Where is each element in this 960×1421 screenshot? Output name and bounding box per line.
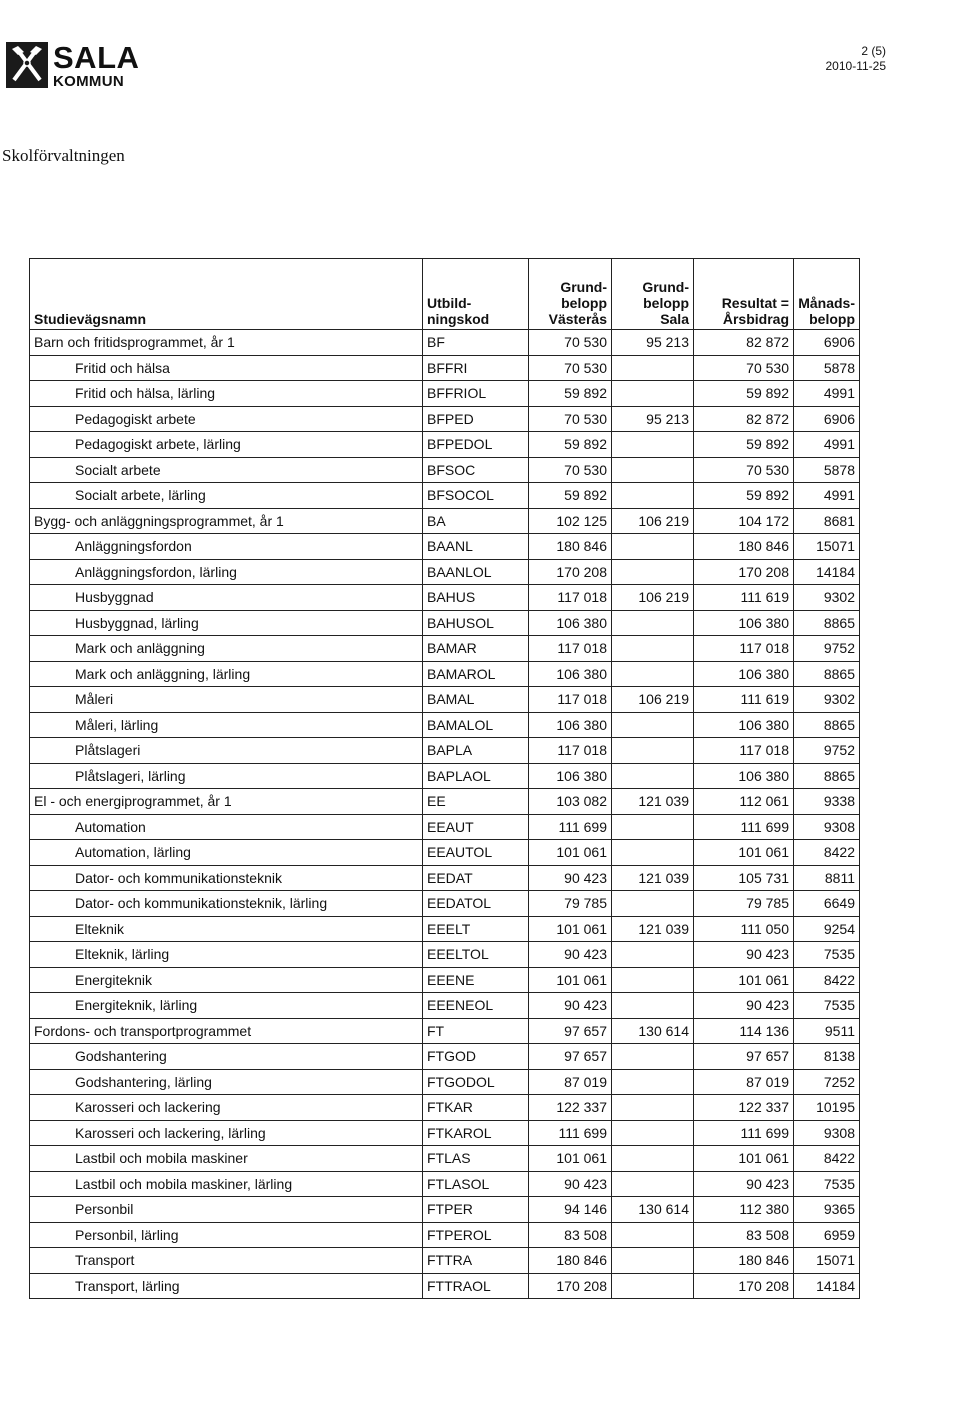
program-name-cell: Elteknik, lärling — [30, 942, 423, 968]
table-row — [30, 1273, 860, 1299]
annual-amount-cell: 180 846 — [694, 1248, 794, 1274]
column-header-monthly: Månads- belopp — [794, 259, 860, 330]
monthly-amount-cell: 7252 — [794, 1069, 860, 1095]
sala-amount-cell — [612, 661, 694, 687]
table-row — [30, 1197, 860, 1223]
monthly-amount-cell: 9308 — [794, 814, 860, 840]
monthly-amount-cell: 8422 — [794, 840, 860, 866]
vasteras-amount-cell: 180 846 — [529, 1248, 612, 1274]
sala-amount-cell — [612, 967, 694, 993]
annual-amount-cell: 122 337 — [694, 1095, 794, 1121]
program-name-cell: Dator- och kommunikationsteknik, lärling — [30, 891, 423, 917]
program-name-cell: El - och energiprogrammet, år 1 — [30, 789, 423, 815]
program-code-cell: EEENE — [423, 967, 529, 993]
annual-amount-cell: 112 380 — [694, 1197, 794, 1223]
annual-amount-cell: 101 061 — [694, 967, 794, 993]
program-name-cell: Plåtslageri — [30, 738, 423, 764]
vasteras-amount-cell: 79 785 — [529, 891, 612, 917]
annual-amount-cell: 97 657 — [694, 1044, 794, 1070]
program-name-cell: Godshantering, lärling — [30, 1069, 423, 1095]
annual-amount-cell: 112 061 — [694, 789, 794, 815]
monthly-amount-cell: 6906 — [794, 330, 860, 356]
program-code-cell: BAMALOL — [423, 712, 529, 738]
annual-amount-cell: 59 892 — [694, 432, 794, 458]
sala-amount-cell — [612, 1146, 694, 1172]
program-row — [30, 789, 860, 815]
annual-amount-cell: 90 423 — [694, 993, 794, 1019]
program-name-cell: Fritid och hälsa — [30, 355, 423, 381]
sala-amount-cell: 95 213 — [612, 406, 694, 432]
program-name-cell: Fordons- och transportprogrammet — [30, 1018, 423, 1044]
table-row — [30, 1120, 860, 1146]
program-name-cell: Anläggningsfordon, lärling — [30, 559, 423, 585]
program-code-cell: BA — [423, 508, 529, 534]
program-name-cell: Automation — [30, 814, 423, 840]
sala-amount-cell — [612, 636, 694, 662]
vasteras-amount-cell: 59 892 — [529, 483, 612, 509]
monthly-amount-cell: 15071 — [794, 534, 860, 560]
monthly-amount-cell: 4991 — [794, 381, 860, 407]
annual-amount-cell: 90 423 — [694, 942, 794, 968]
program-name-cell: Socialt arbete — [30, 457, 423, 483]
table-row — [30, 687, 860, 713]
sala-amount-cell: 106 219 — [612, 508, 694, 534]
table-row — [30, 483, 860, 509]
monthly-amount-cell: 14184 — [794, 559, 860, 585]
program-code-cell: FTPER — [423, 1197, 529, 1223]
sala-amount-cell: 121 039 — [612, 916, 694, 942]
program-code-cell: FTTRAOL — [423, 1273, 529, 1299]
program-name-cell: Bygg- och anläggningsprogrammet, år 1 — [30, 508, 423, 534]
column-header-sala: Grund- belopp Sala — [612, 259, 694, 330]
vasteras-amount-cell: 90 423 — [529, 993, 612, 1019]
sala-amount-cell: 130 614 — [612, 1197, 694, 1223]
sala-amount-cell — [612, 1222, 694, 1248]
sala-amount-cell: 95 213 — [612, 330, 694, 356]
vasteras-amount-cell: 70 530 — [529, 355, 612, 381]
vasteras-amount-cell: 106 380 — [529, 661, 612, 687]
annual-amount-cell: 90 423 — [694, 1171, 794, 1197]
table-row — [30, 967, 860, 993]
sala-amount-cell — [612, 355, 694, 381]
vasteras-amount-cell: 87 019 — [529, 1069, 612, 1095]
program-code-cell: EEDATOL — [423, 891, 529, 917]
program-code-cell: BAHUSOL — [423, 610, 529, 636]
table-row — [30, 661, 860, 687]
sala-amount-cell: 121 039 — [612, 789, 694, 815]
vasteras-amount-cell: 111 699 — [529, 814, 612, 840]
program-code-cell: FTLAS — [423, 1146, 529, 1172]
sala-amount-cell — [612, 712, 694, 738]
program-code-cell: BFSOCOL — [423, 483, 529, 509]
annual-amount-cell: 70 530 — [694, 355, 794, 381]
page-info — [826, 44, 887, 74]
sala-amount-cell — [612, 814, 694, 840]
crossed-hammers-icon — [6, 42, 48, 88]
sala-amount-cell — [612, 483, 694, 509]
program-code-cell: BAMAR — [423, 636, 529, 662]
table-row — [30, 1069, 860, 1095]
sala-amount-cell — [612, 1095, 694, 1121]
vasteras-amount-cell: 106 380 — [529, 610, 612, 636]
monthly-amount-cell: 6906 — [794, 406, 860, 432]
annual-amount-cell: 117 018 — [694, 738, 794, 764]
vasteras-amount-cell: 70 530 — [529, 406, 612, 432]
sala-amount-cell — [612, 457, 694, 483]
sala-amount-cell — [612, 610, 694, 636]
vasteras-amount-cell: 117 018 — [529, 636, 612, 662]
vasteras-amount-cell: 103 082 — [529, 789, 612, 815]
sala-amount-cell — [612, 534, 694, 560]
annual-amount-cell: 79 785 — [694, 891, 794, 917]
monthly-amount-cell: 7535 — [794, 942, 860, 968]
vasteras-amount-cell: 97 657 — [529, 1018, 612, 1044]
table-row — [30, 993, 860, 1019]
monthly-amount-cell: 8138 — [794, 1044, 860, 1070]
program-code-cell: FTGOD — [423, 1044, 529, 1070]
funding-table — [29, 258, 860, 1299]
sala-amount-cell — [612, 1273, 694, 1299]
program-code-cell: FT — [423, 1018, 529, 1044]
department-name: Skolförvaltningen — [2, 146, 125, 165]
program-code-cell: EEENEOL — [423, 993, 529, 1019]
monthly-amount-cell: 6959 — [794, 1222, 860, 1248]
program-code-cell: FTKAR — [423, 1095, 529, 1121]
sala-amount-cell — [612, 738, 694, 764]
program-code-cell: BAMAROL — [423, 661, 529, 687]
annual-amount-cell: 111 050 — [694, 916, 794, 942]
vasteras-amount-cell: 111 699 — [529, 1120, 612, 1146]
monthly-amount-cell: 8681 — [794, 508, 860, 534]
program-code-cell: BFFRIOL — [423, 381, 529, 407]
monthly-amount-cell: 5878 — [794, 457, 860, 483]
monthly-amount-cell: 8865 — [794, 661, 860, 687]
program-name-cell: Fritid och hälsa, lärling — [30, 381, 423, 407]
program-name-cell: Energiteknik, lärling — [30, 993, 423, 1019]
column-header-result: Resultat = Årsbidrag — [694, 259, 794, 330]
program-code-cell: BAANLOL — [423, 559, 529, 585]
vasteras-amount-cell: 170 208 — [529, 559, 612, 585]
annual-amount-cell: 170 208 — [694, 1273, 794, 1299]
program-name-cell: Energiteknik — [30, 967, 423, 993]
vasteras-amount-cell: 106 380 — [529, 763, 612, 789]
program-name-cell: Lastbil och mobila maskiner — [30, 1146, 423, 1172]
program-code-cell: BAPLA — [423, 738, 529, 764]
program-code-cell: BAMAL — [423, 687, 529, 713]
program-name-cell: Godshantering — [30, 1044, 423, 1070]
program-name-cell: Pedagogiskt arbete — [30, 406, 423, 432]
annual-amount-cell: 105 731 — [694, 865, 794, 891]
monthly-amount-cell: 8865 — [794, 763, 860, 789]
monthly-amount-cell: 9365 — [794, 1197, 860, 1223]
annual-amount-cell: 70 530 — [694, 457, 794, 483]
vasteras-amount-cell: 180 846 — [529, 534, 612, 560]
annual-amount-cell: 106 380 — [694, 712, 794, 738]
program-name-cell: Personbil — [30, 1197, 423, 1223]
table-row — [30, 814, 860, 840]
vasteras-amount-cell: 90 423 — [529, 942, 612, 968]
table-row — [30, 891, 860, 917]
program-name-cell: Barn och fritidsprogrammet, år 1 — [30, 330, 423, 356]
sala-kommun-logo — [6, 42, 139, 89]
monthly-amount-cell: 7535 — [794, 1171, 860, 1197]
table-row — [30, 636, 860, 662]
annual-amount-cell: 83 508 — [694, 1222, 794, 1248]
program-code-cell: BFPED — [423, 406, 529, 432]
page-number: 2 (5) — [861, 44, 886, 58]
sala-amount-cell: 106 219 — [612, 585, 694, 611]
monthly-amount-cell: 9511 — [794, 1018, 860, 1044]
monthly-amount-cell: 8422 — [794, 967, 860, 993]
program-name-cell: Karosseri och lackering, lärling — [30, 1120, 423, 1146]
table-row — [30, 1222, 860, 1248]
program-name-cell: Måleri, lärling — [30, 712, 423, 738]
vasteras-amount-cell: 117 018 — [529, 585, 612, 611]
monthly-amount-cell: 8865 — [794, 712, 860, 738]
monthly-amount-cell: 9752 — [794, 738, 860, 764]
program-code-cell: FTLASOL — [423, 1171, 529, 1197]
monthly-amount-cell: 9338 — [794, 789, 860, 815]
program-code-cell: EEDAT — [423, 865, 529, 891]
program-code-cell: FTKAROL — [423, 1120, 529, 1146]
table-row — [30, 432, 860, 458]
annual-amount-cell: 111 619 — [694, 585, 794, 611]
program-name-cell: Socialt arbete, lärling — [30, 483, 423, 509]
annual-amount-cell: 180 846 — [694, 534, 794, 560]
sala-amount-cell — [612, 1248, 694, 1274]
monthly-amount-cell: 8811 — [794, 865, 860, 891]
program-name-cell: Husbyggnad, lärling — [30, 610, 423, 636]
table-row — [30, 534, 860, 560]
sala-amount-cell — [612, 432, 694, 458]
annual-amount-cell: 82 872 — [694, 330, 794, 356]
program-code-cell: FTPEROL — [423, 1222, 529, 1248]
table-row — [30, 763, 860, 789]
vasteras-amount-cell: 101 061 — [529, 840, 612, 866]
sala-amount-cell — [612, 1069, 694, 1095]
table-row — [30, 1248, 860, 1274]
program-name-cell: Anläggningsfordon — [30, 534, 423, 560]
vasteras-amount-cell: 94 146 — [529, 1197, 612, 1223]
program-code-cell: BAANL — [423, 534, 529, 560]
annual-amount-cell: 59 892 — [694, 381, 794, 407]
annual-amount-cell: 117 018 — [694, 636, 794, 662]
vasteras-amount-cell: 170 208 — [529, 1273, 612, 1299]
table-row — [30, 1095, 860, 1121]
vasteras-amount-cell: 59 892 — [529, 432, 612, 458]
column-header-vasteras: Grund- belopp Västerås — [529, 259, 612, 330]
annual-amount-cell: 106 380 — [694, 763, 794, 789]
program-code-cell: EEELTOL — [423, 942, 529, 968]
table-row — [30, 1044, 860, 1070]
vasteras-amount-cell: 102 125 — [529, 508, 612, 534]
program-name-cell: Mark och anläggning, lärling — [30, 661, 423, 687]
program-row — [30, 1018, 860, 1044]
program-code-cell: BFFRI — [423, 355, 529, 381]
sala-amount-cell — [612, 763, 694, 789]
sala-amount-cell — [612, 381, 694, 407]
program-name-cell: Elteknik — [30, 916, 423, 942]
vasteras-amount-cell: 101 061 — [529, 967, 612, 993]
program-name-cell: Personbil, lärling — [30, 1222, 423, 1248]
table-header-row — [30, 259, 860, 330]
program-code-cell: EEAUT — [423, 814, 529, 840]
sala-amount-cell — [612, 1044, 694, 1070]
monthly-amount-cell: 14184 — [794, 1273, 860, 1299]
program-name-cell: Transport — [30, 1248, 423, 1274]
program-code-cell: BAPLAOL — [423, 763, 529, 789]
table-row — [30, 585, 860, 611]
annual-amount-cell: 114 136 — [694, 1018, 794, 1044]
column-header-name: Studievägsnamn — [30, 259, 423, 330]
program-name-cell: Transport, lärling — [30, 1273, 423, 1299]
monthly-amount-cell: 8422 — [794, 1146, 860, 1172]
logo-subtitle: KOMMUN — [53, 73, 124, 90]
table-row — [30, 457, 860, 483]
monthly-amount-cell: 4991 — [794, 483, 860, 509]
annual-amount-cell: 170 208 — [694, 559, 794, 585]
table-row — [30, 381, 860, 407]
vasteras-amount-cell: 70 530 — [529, 330, 612, 356]
annual-amount-cell: 111 699 — [694, 1120, 794, 1146]
table-row — [30, 1146, 860, 1172]
monthly-amount-cell: 4991 — [794, 432, 860, 458]
monthly-amount-cell: 9254 — [794, 916, 860, 942]
program-code-cell: FTTRA — [423, 1248, 529, 1274]
vasteras-amount-cell: 70 530 — [529, 457, 612, 483]
monthly-amount-cell: 9302 — [794, 687, 860, 713]
table-row — [30, 738, 860, 764]
sala-amount-cell — [612, 1171, 694, 1197]
program-row — [30, 330, 860, 356]
program-code-cell: BFPEDOL — [423, 432, 529, 458]
vasteras-amount-cell: 90 423 — [529, 865, 612, 891]
vasteras-amount-cell: 97 657 — [529, 1044, 612, 1070]
vasteras-amount-cell: 117 018 — [529, 687, 612, 713]
table-row — [30, 865, 860, 891]
sala-amount-cell — [612, 559, 694, 585]
annual-amount-cell: 101 061 — [694, 1146, 794, 1172]
vasteras-amount-cell: 83 508 — [529, 1222, 612, 1248]
monthly-amount-cell: 7535 — [794, 993, 860, 1019]
program-code-cell: BFSOC — [423, 457, 529, 483]
program-code-cell: EEAUTOL — [423, 840, 529, 866]
program-code-cell: FTGODOL — [423, 1069, 529, 1095]
program-name-cell: Husbyggnad — [30, 585, 423, 611]
annual-amount-cell: 111 699 — [694, 814, 794, 840]
monthly-amount-cell: 5878 — [794, 355, 860, 381]
program-name-cell: Karosseri och lackering — [30, 1095, 423, 1121]
monthly-amount-cell: 9752 — [794, 636, 860, 662]
vasteras-amount-cell: 101 061 — [529, 1146, 612, 1172]
program-name-cell: Mark och anläggning — [30, 636, 423, 662]
table-row — [30, 559, 860, 585]
annual-amount-cell: 111 619 — [694, 687, 794, 713]
annual-amount-cell: 87 019 — [694, 1069, 794, 1095]
program-code-cell: BF — [423, 330, 529, 356]
program-name-cell: Dator- och kommunikationsteknik — [30, 865, 423, 891]
table-row — [30, 1171, 860, 1197]
vasteras-amount-cell: 122 337 — [529, 1095, 612, 1121]
table-row — [30, 840, 860, 866]
sala-amount-cell: 106 219 — [612, 687, 694, 713]
sala-amount-cell — [612, 1120, 694, 1146]
table-row — [30, 355, 860, 381]
program-code-cell: EEELT — [423, 916, 529, 942]
column-header-code: Utbild- ningskod — [423, 259, 529, 330]
program-name-cell: Plåtslageri, lärling — [30, 763, 423, 789]
table-row — [30, 406, 860, 432]
vasteras-amount-cell: 117 018 — [529, 738, 612, 764]
program-name-cell: Lastbil och mobila maskiner, lärling — [30, 1171, 423, 1197]
program-name-cell: Pedagogiskt arbete, lärling — [30, 432, 423, 458]
annual-amount-cell: 82 872 — [694, 406, 794, 432]
sala-amount-cell — [612, 993, 694, 1019]
table-row — [30, 942, 860, 968]
monthly-amount-cell: 6649 — [794, 891, 860, 917]
table-row — [30, 610, 860, 636]
annual-amount-cell: 106 380 — [694, 610, 794, 636]
sala-amount-cell: 130 614 — [612, 1018, 694, 1044]
monthly-amount-cell: 8865 — [794, 610, 860, 636]
program-name-cell: Måleri — [30, 687, 423, 713]
annual-amount-cell: 101 061 — [694, 840, 794, 866]
annual-amount-cell: 59 892 — [694, 483, 794, 509]
annual-amount-cell: 106 380 — [694, 661, 794, 687]
monthly-amount-cell: 9308 — [794, 1120, 860, 1146]
program-row — [30, 508, 860, 534]
vasteras-amount-cell: 106 380 — [529, 712, 612, 738]
sala-amount-cell: 121 039 — [612, 865, 694, 891]
monthly-amount-cell: 9302 — [794, 585, 860, 611]
monthly-amount-cell: 10195 — [794, 1095, 860, 1121]
document-date: 2010-11-25 — [825, 59, 886, 73]
sala-amount-cell — [612, 891, 694, 917]
monthly-amount-cell: 15071 — [794, 1248, 860, 1274]
sala-amount-cell — [612, 942, 694, 968]
table-row — [30, 916, 860, 942]
table-row — [30, 712, 860, 738]
program-code-cell: BAHUS — [423, 585, 529, 611]
vasteras-amount-cell: 59 892 — [529, 381, 612, 407]
sala-amount-cell — [612, 840, 694, 866]
logo-name: SALA — [53, 40, 140, 75]
vasteras-amount-cell: 101 061 — [529, 916, 612, 942]
program-code-cell: EE — [423, 789, 529, 815]
annual-amount-cell: 104 172 — [694, 508, 794, 534]
vasteras-amount-cell: 90 423 — [529, 1171, 612, 1197]
program-name-cell: Automation, lärling — [30, 840, 423, 866]
